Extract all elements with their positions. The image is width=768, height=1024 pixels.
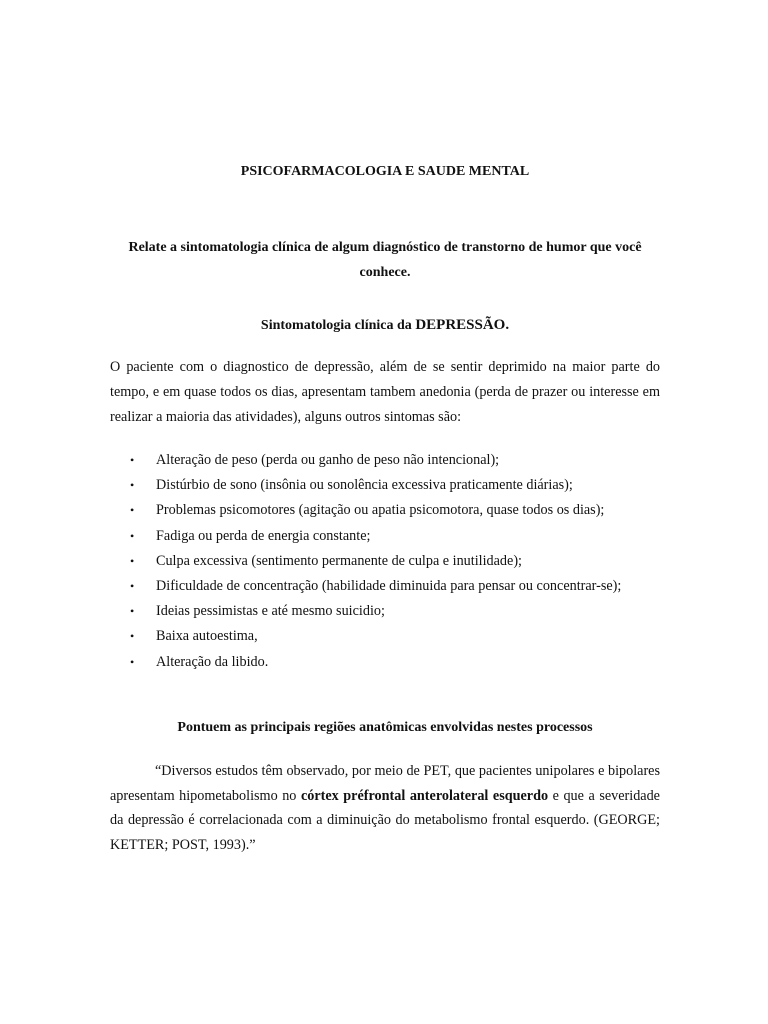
list-item (110, 624, 660, 649)
list-item (110, 473, 660, 498)
quote-bold-term: córtex préfrontal anterolateral esquerdo (300, 787, 549, 804)
list-item-text: Problemas psicomotores (agitação ou apatia psicomotora, quase todos os dias); (156, 502, 605, 519)
list-item (110, 650, 660, 675)
list-item-text: Culpa excessiva (sentimento permanente de culpa e inutilidade); (156, 552, 522, 569)
question-heading: Relate a sintomatologia clínica de algum diagnóstico de transtorno de humor que você conhece. (128, 240, 642, 280)
bullet-icon: • (130, 503, 135, 518)
list-item (110, 599, 660, 624)
bullet-icon: • (130, 629, 135, 644)
quote-paragraph (110, 759, 660, 857)
subtitle-prefix: Sintomatologia clínica da (260, 318, 416, 333)
list-item-text: Distúrbio de sono (insônia ou sonolência excessiva praticamente diárias); (156, 477, 573, 494)
list-item (110, 524, 660, 549)
intro-paragraph: O paciente com o diagnostico de depressão, além de se sentir deprimido na maior parte do tempo, e em quase todos os dias, apresentam tambem anedonia (perda de prazer ou interesse em realizar a maioria das atividades), alguns outros sintomas são: (110, 359, 660, 425)
bullet-icon: • (130, 453, 135, 467)
document-title: PSICOFARMACOLOGIA E SAUDE MENTAL (240, 164, 530, 179)
subtitle-caps: DEPRESSÃO. (415, 317, 510, 333)
symptom-list (110, 448, 660, 675)
quote-text-end: e que a severidade da depressão é correlacionada com a diminuição do metabolismo frontal esquerdo. (GEORGE; KETTER; POST, 1993).” (110, 787, 660, 853)
subtitle-heading (110, 314, 660, 337)
list-item (110, 498, 660, 523)
list-item-text: Fadiga ou perda de energia constante; (156, 527, 371, 544)
bullet-icon: • (130, 478, 135, 493)
bullet-icon: • (130, 553, 135, 568)
quote-text-start: “Diversos estudos têm observado, por meio de PET, que pacientes unipolares e bipolares apresentam hipometabolismo no (110, 763, 660, 804)
bullet-icon: • (130, 654, 135, 669)
list-item-text: Baixa autoestima, (156, 628, 258, 645)
list-item-text: Dificuldade de concentração (habilidade diminuida para pensar ou concentrar-se); (156, 578, 622, 595)
list-item (110, 549, 660, 574)
list-item (110, 448, 660, 473)
bullet-icon: • (130, 528, 135, 543)
list-item (110, 574, 660, 599)
list-item-text: Alteração de peso (perda ou ganho de peso não intencional); (156, 452, 500, 468)
bullet-icon: • (130, 579, 135, 594)
list-item-text: Alteração da libido. (156, 653, 269, 670)
list-item-text: Ideias pessimistas e até mesmo suicidio; (156, 603, 385, 620)
bullet-icon: • (130, 604, 135, 619)
section-heading: Pontuem as principais regiões anatômicas envolvidas nestes processos (177, 720, 593, 735)
